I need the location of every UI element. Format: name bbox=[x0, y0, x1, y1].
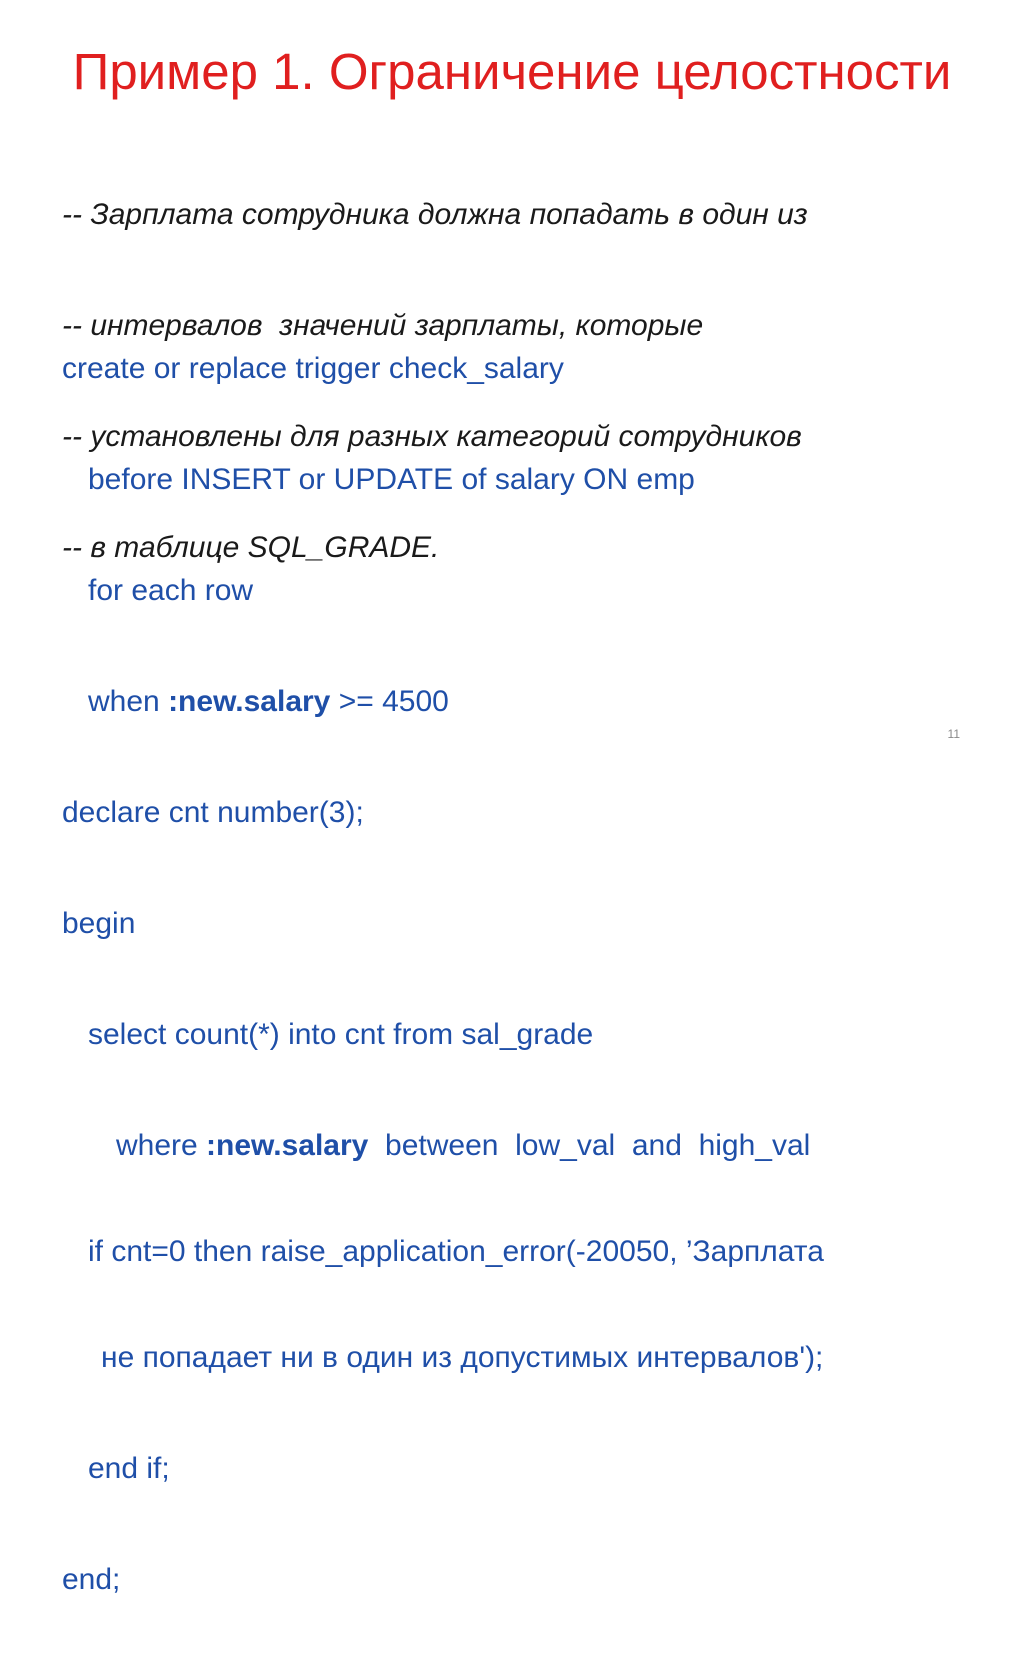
comment-line: -- Зарплата сотрудника должна попадать в один из bbox=[62, 198, 808, 231]
code-line-begin: begin bbox=[62, 907, 136, 940]
code-keyword: :new.salary bbox=[206, 1129, 369, 1162]
code-line-declare: declare cnt number(3); bbox=[62, 796, 364, 829]
code-line-select: select count(*) into cnt from sal_grade bbox=[88, 1018, 594, 1051]
code-text: where bbox=[116, 1129, 207, 1162]
comment-line: -- интервалов значений зарплаты, которые bbox=[62, 309, 704, 342]
slide-title: Пример 1. Ограничение целостности bbox=[72, 43, 952, 100]
comment-line: -- в таблице SQL_GRADE. bbox=[62, 531, 440, 564]
page-number: 11 bbox=[947, 727, 960, 741]
code-line-when bbox=[62, 683, 824, 720]
code-line-if: if cnt=0 then raise_application_error(-20050, ’Зарплата bbox=[88, 1235, 824, 1268]
code-line-where bbox=[62, 1127, 824, 1164]
code-line-before-insert: before INSERT or UPDATE of salary ON emp bbox=[88, 463, 695, 496]
code-line-for-each-row: for each row bbox=[88, 574, 254, 607]
code-text: when bbox=[88, 685, 169, 718]
code-text: >= 4500 bbox=[330, 685, 449, 718]
code-line-end-if: end if; bbox=[88, 1452, 170, 1485]
comment-line: -- установлены для разных категорий сотрудников bbox=[62, 420, 802, 453]
code-block bbox=[62, 276, 824, 1672]
code-keyword: :new.salary bbox=[168, 685, 331, 718]
code-text: between low_val and high_val bbox=[368, 1129, 811, 1162]
code-line-end: end; bbox=[62, 1563, 121, 1596]
code-line-create-trigger: create or replace trigger check_salary bbox=[62, 352, 564, 385]
code-line-if-continued: не попадает ни в один из допустимых интервалов'); bbox=[101, 1341, 824, 1374]
